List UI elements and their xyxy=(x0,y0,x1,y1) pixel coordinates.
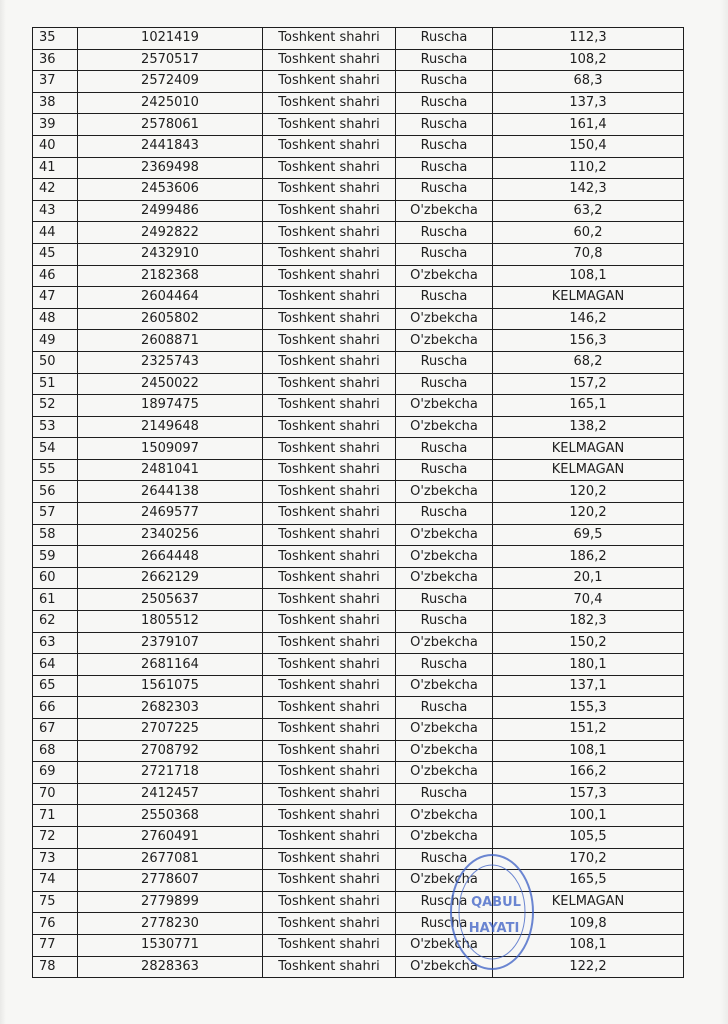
applicant-id-cell: 1509097 xyxy=(78,438,263,460)
applicant-id-cell: 2644138 xyxy=(78,481,263,503)
language-cell: Ruscha xyxy=(396,351,493,373)
language-cell: O'zbekcha xyxy=(396,265,493,287)
row-number-cell: 72 xyxy=(33,826,78,848)
table-row xyxy=(33,92,684,114)
score-cell: 108,2 xyxy=(493,49,684,71)
score-cell: 108,1 xyxy=(493,934,684,956)
table-row xyxy=(33,611,684,633)
region-cell: Toshkent shahri xyxy=(263,740,396,762)
language-cell: Ruscha xyxy=(396,654,493,676)
region-cell: Toshkent shahri xyxy=(263,330,396,352)
applicant-id-cell: 2149648 xyxy=(78,416,263,438)
applicant-id-cell: 2412457 xyxy=(78,783,263,805)
applicant-id-cell: 2677081 xyxy=(78,848,263,870)
applicant-id-cell: 1561075 xyxy=(78,675,263,697)
applicant-id-cell: 1530771 xyxy=(78,934,263,956)
table-row xyxy=(33,330,684,352)
table-row xyxy=(33,546,684,568)
table-row xyxy=(33,416,684,438)
language-cell: Ruscha xyxy=(396,92,493,114)
stamp-text-bottom: HAYATI xyxy=(468,921,520,936)
table-row xyxy=(33,114,684,136)
table-row xyxy=(33,200,684,222)
row-number-cell: 50 xyxy=(33,351,78,373)
region-cell: Toshkent shahri xyxy=(263,524,396,546)
score-cell: 182,3 xyxy=(493,611,684,633)
region-cell: Toshkent shahri xyxy=(263,222,396,244)
region-cell: Toshkent shahri xyxy=(263,956,396,978)
region-cell: Toshkent shahri xyxy=(263,157,396,179)
score-cell: 161,4 xyxy=(493,114,684,136)
language-cell: O'zbekcha xyxy=(396,632,493,654)
row-number-cell: 41 xyxy=(33,157,78,179)
region-cell: Toshkent shahri xyxy=(263,805,396,827)
score-cell: 20,1 xyxy=(493,567,684,589)
region-cell: Toshkent shahri xyxy=(263,135,396,157)
region-cell: Toshkent shahri xyxy=(263,762,396,784)
row-number-cell: 60 xyxy=(33,567,78,589)
language-cell: Ruscha xyxy=(396,503,493,525)
row-number-cell: 39 xyxy=(33,114,78,136)
score-cell: 112,3 xyxy=(493,28,684,50)
score-cell: KELMAGAN xyxy=(493,438,684,460)
region-cell: Toshkent shahri xyxy=(263,179,396,201)
row-number-cell: 51 xyxy=(33,373,78,395)
results-table xyxy=(32,27,684,978)
applicant-id-cell: 2681164 xyxy=(78,654,263,676)
table-row xyxy=(33,265,684,287)
score-cell: 138,2 xyxy=(493,416,684,438)
row-number-cell: 74 xyxy=(33,870,78,892)
table-row xyxy=(33,826,684,848)
region-cell: Toshkent shahri xyxy=(263,891,396,913)
region-cell: Toshkent shahri xyxy=(263,438,396,460)
language-cell: O'zbekcha xyxy=(396,308,493,330)
language-cell: O'zbekcha xyxy=(396,416,493,438)
region-cell: Toshkent shahri xyxy=(263,848,396,870)
table-row xyxy=(33,956,684,978)
region-cell: Toshkent shahri xyxy=(263,114,396,136)
applicant-id-cell: 1897475 xyxy=(78,395,263,417)
language-cell: Ruscha xyxy=(396,459,493,481)
table-row xyxy=(33,459,684,481)
score-cell: 146,2 xyxy=(493,308,684,330)
applicant-id-cell: 2664448 xyxy=(78,546,263,568)
score-cell: 156,3 xyxy=(493,330,684,352)
region-cell: Toshkent shahri xyxy=(263,697,396,719)
language-cell: O'zbekcha xyxy=(396,870,493,892)
score-cell: 69,5 xyxy=(493,524,684,546)
applicant-id-cell: 2707225 xyxy=(78,719,263,741)
score-cell: 120,2 xyxy=(493,503,684,525)
score-cell: 170,2 xyxy=(493,848,684,870)
score-cell: 109,8 xyxy=(493,913,684,935)
applicant-id-cell: 2721718 xyxy=(78,762,263,784)
applicant-id-cell: 2550368 xyxy=(78,805,263,827)
row-number-cell: 43 xyxy=(33,200,78,222)
table-row xyxy=(33,373,684,395)
row-number-cell: 68 xyxy=(33,740,78,762)
language-cell: O'zbekcha xyxy=(396,675,493,697)
applicant-id-cell: 1805512 xyxy=(78,611,263,633)
table-row xyxy=(33,697,684,719)
language-cell: Ruscha xyxy=(396,71,493,93)
region-cell: Toshkent shahri xyxy=(263,200,396,222)
table-row xyxy=(33,805,684,827)
score-cell: 151,2 xyxy=(493,719,684,741)
score-cell: 137,3 xyxy=(493,92,684,114)
table-row xyxy=(33,654,684,676)
language-cell: O'zbekcha xyxy=(396,934,493,956)
row-number-cell: 48 xyxy=(33,308,78,330)
region-cell: Toshkent shahri xyxy=(263,265,396,287)
language-cell: O'zbekcha xyxy=(396,546,493,568)
region-cell: Toshkent shahri xyxy=(263,351,396,373)
region-cell: Toshkent shahri xyxy=(263,459,396,481)
applicant-id-cell: 2605802 xyxy=(78,308,263,330)
language-cell: Ruscha xyxy=(396,913,493,935)
region-cell: Toshkent shahri xyxy=(263,870,396,892)
language-cell: Ruscha xyxy=(396,157,493,179)
applicant-id-cell: 2441843 xyxy=(78,135,263,157)
language-cell: Ruscha xyxy=(396,243,493,265)
language-cell: Ruscha xyxy=(396,848,493,870)
region-cell: Toshkent shahri xyxy=(263,611,396,633)
table-row xyxy=(33,783,684,805)
score-cell: 155,3 xyxy=(493,697,684,719)
applicant-id-cell: 2570517 xyxy=(78,49,263,71)
score-cell: 166,2 xyxy=(493,762,684,784)
language-cell: Ruscha xyxy=(396,438,493,460)
table-row xyxy=(33,740,684,762)
language-cell: Ruscha xyxy=(396,589,493,611)
language-cell: Ruscha xyxy=(396,179,493,201)
row-number-cell: 70 xyxy=(33,783,78,805)
language-cell: O'zbekcha xyxy=(396,567,493,589)
table-row xyxy=(33,71,684,93)
row-number-cell: 56 xyxy=(33,481,78,503)
region-cell: Toshkent shahri xyxy=(263,481,396,503)
table-row xyxy=(33,848,684,870)
table-row xyxy=(33,395,684,417)
row-number-cell: 52 xyxy=(33,395,78,417)
region-cell: Toshkent shahri xyxy=(263,783,396,805)
applicant-id-cell: 2608871 xyxy=(78,330,263,352)
region-cell: Toshkent shahri xyxy=(263,567,396,589)
applicant-id-cell: 2779899 xyxy=(78,891,263,913)
language-cell: Ruscha xyxy=(396,611,493,633)
score-cell: 150,2 xyxy=(493,632,684,654)
table-row xyxy=(33,308,684,330)
row-number-cell: 63 xyxy=(33,632,78,654)
table-row xyxy=(33,589,684,611)
score-cell: 70,8 xyxy=(493,243,684,265)
table-row xyxy=(33,481,684,503)
language-cell: O'zbekcha xyxy=(396,481,493,503)
table-row xyxy=(33,287,684,309)
applicant-id-cell: 2708792 xyxy=(78,740,263,762)
score-cell: 150,4 xyxy=(493,135,684,157)
row-number-cell: 65 xyxy=(33,675,78,697)
score-cell: 70,4 xyxy=(493,589,684,611)
score-cell: 186,2 xyxy=(493,546,684,568)
applicant-id-cell: 2778607 xyxy=(78,870,263,892)
region-cell: Toshkent shahri xyxy=(263,503,396,525)
language-cell: Ruscha xyxy=(396,135,493,157)
applicant-id-cell: 2604464 xyxy=(78,287,263,309)
table-row xyxy=(33,222,684,244)
row-number-cell: 73 xyxy=(33,848,78,870)
score-cell: 122,2 xyxy=(493,956,684,978)
row-number-cell: 75 xyxy=(33,891,78,913)
score-cell: 157,2 xyxy=(493,373,684,395)
row-number-cell: 76 xyxy=(33,913,78,935)
table-row xyxy=(33,934,684,956)
score-cell: 165,5 xyxy=(493,870,684,892)
row-number-cell: 37 xyxy=(33,71,78,93)
region-cell: Toshkent shahri xyxy=(263,719,396,741)
applicant-id-cell: 2182368 xyxy=(78,265,263,287)
score-cell: 68,2 xyxy=(493,351,684,373)
table-row xyxy=(33,135,684,157)
table-row xyxy=(33,243,684,265)
applicant-id-cell: 2578061 xyxy=(78,114,263,136)
table-row xyxy=(33,762,684,784)
row-number-cell: 38 xyxy=(33,92,78,114)
applicant-id-cell: 2492822 xyxy=(78,222,263,244)
language-cell: Ruscha xyxy=(396,222,493,244)
score-cell: KELMAGAN xyxy=(493,891,684,913)
score-cell: KELMAGAN xyxy=(493,287,684,309)
row-number-cell: 45 xyxy=(33,243,78,265)
row-number-cell: 49 xyxy=(33,330,78,352)
table-row xyxy=(33,28,684,50)
row-number-cell: 69 xyxy=(33,762,78,784)
language-cell: Ruscha xyxy=(396,891,493,913)
applicant-id-cell: 2469577 xyxy=(78,503,263,525)
language-cell: Ruscha xyxy=(396,287,493,309)
region-cell: Toshkent shahri xyxy=(263,71,396,93)
stamp-text-top: QABUL xyxy=(471,895,521,910)
table-row xyxy=(33,503,684,525)
row-number-cell: 54 xyxy=(33,438,78,460)
applicant-id-cell: 2828363 xyxy=(78,956,263,978)
table-row xyxy=(33,870,684,892)
applicant-id-cell: 2778230 xyxy=(78,913,263,935)
score-cell: 63,2 xyxy=(493,200,684,222)
row-number-cell: 59 xyxy=(33,546,78,568)
region-cell: Toshkent shahri xyxy=(263,28,396,50)
applicant-id-cell: 2572409 xyxy=(78,71,263,93)
table-row xyxy=(33,179,684,201)
row-number-cell: 42 xyxy=(33,179,78,201)
row-number-cell: 66 xyxy=(33,697,78,719)
region-cell: Toshkent shahri xyxy=(263,416,396,438)
region-cell: Toshkent shahri xyxy=(263,589,396,611)
region-cell: Toshkent shahri xyxy=(263,92,396,114)
table-row xyxy=(33,438,684,460)
language-cell: Ruscha xyxy=(396,697,493,719)
region-cell: Toshkent shahri xyxy=(263,49,396,71)
region-cell: Toshkent shahri xyxy=(263,934,396,956)
score-cell: 105,5 xyxy=(493,826,684,848)
score-cell: 165,1 xyxy=(493,395,684,417)
row-number-cell: 55 xyxy=(33,459,78,481)
table-row xyxy=(33,632,684,654)
score-cell: 68,3 xyxy=(493,71,684,93)
score-cell: 110,2 xyxy=(493,157,684,179)
applicant-id-cell: 2340256 xyxy=(78,524,263,546)
score-cell: 157,3 xyxy=(493,783,684,805)
applicant-id-cell: 2369498 xyxy=(78,157,263,179)
language-cell: O'zbekcha xyxy=(396,395,493,417)
row-number-cell: 78 xyxy=(33,956,78,978)
language-cell: Ruscha xyxy=(396,783,493,805)
table-row xyxy=(33,675,684,697)
row-number-cell: 61 xyxy=(33,589,78,611)
region-cell: Toshkent shahri xyxy=(263,826,396,848)
row-number-cell: 46 xyxy=(33,265,78,287)
region-cell: Toshkent shahri xyxy=(263,243,396,265)
language-cell: O'zbekcha xyxy=(396,805,493,827)
language-cell: O'zbekcha xyxy=(396,200,493,222)
language-cell: Ruscha xyxy=(396,49,493,71)
applicant-id-cell: 2499486 xyxy=(78,200,263,222)
table-row xyxy=(33,913,684,935)
row-number-cell: 35 xyxy=(33,28,78,50)
language-cell: Ruscha xyxy=(396,114,493,136)
applicant-id-cell: 2450022 xyxy=(78,373,263,395)
table-row xyxy=(33,351,684,373)
region-cell: Toshkent shahri xyxy=(263,913,396,935)
region-cell: Toshkent shahri xyxy=(263,654,396,676)
language-cell: O'zbekcha xyxy=(396,719,493,741)
row-number-cell: 47 xyxy=(33,287,78,309)
row-number-cell: 77 xyxy=(33,934,78,956)
row-number-cell: 71 xyxy=(33,805,78,827)
score-cell: 108,1 xyxy=(493,265,684,287)
score-cell: 108,1 xyxy=(493,740,684,762)
region-cell: Toshkent shahri xyxy=(263,546,396,568)
table-row xyxy=(33,567,684,589)
table-row xyxy=(33,157,684,179)
score-cell: KELMAGAN xyxy=(493,459,684,481)
row-number-cell: 67 xyxy=(33,719,78,741)
score-cell: 60,2 xyxy=(493,222,684,244)
results-table-body xyxy=(33,28,684,978)
region-cell: Toshkent shahri xyxy=(263,675,396,697)
applicant-id-cell: 2682303 xyxy=(78,697,263,719)
row-number-cell: 53 xyxy=(33,416,78,438)
applicant-id-cell: 2325743 xyxy=(78,351,263,373)
score-cell: 120,2 xyxy=(493,481,684,503)
score-cell: 100,1 xyxy=(493,805,684,827)
language-cell: O'zbekcha xyxy=(396,740,493,762)
row-number-cell: 57 xyxy=(33,503,78,525)
row-number-cell: 58 xyxy=(33,524,78,546)
row-number-cell: 36 xyxy=(33,49,78,71)
applicant-id-cell: 2505637 xyxy=(78,589,263,611)
language-cell: O'zbekcha xyxy=(396,826,493,848)
table-row xyxy=(33,891,684,913)
language-cell: O'zbekcha xyxy=(396,330,493,352)
language-cell: O'zbekcha xyxy=(396,524,493,546)
row-number-cell: 40 xyxy=(33,135,78,157)
language-cell: O'zbekcha xyxy=(396,956,493,978)
score-cell: 142,3 xyxy=(493,179,684,201)
score-cell: 137,1 xyxy=(493,675,684,697)
applicant-id-cell: 1021419 xyxy=(78,28,263,50)
applicant-id-cell: 2481041 xyxy=(78,459,263,481)
table-row xyxy=(33,524,684,546)
applicant-id-cell: 2379107 xyxy=(78,632,263,654)
applicant-id-cell: 2425010 xyxy=(78,92,263,114)
language-cell: O'zbekcha xyxy=(396,762,493,784)
row-number-cell: 64 xyxy=(33,654,78,676)
region-cell: Toshkent shahri xyxy=(263,395,396,417)
region-cell: Toshkent shahri xyxy=(263,308,396,330)
row-number-cell: 62 xyxy=(33,611,78,633)
language-cell: Ruscha xyxy=(396,28,493,50)
table-row xyxy=(33,719,684,741)
applicant-id-cell: 2432910 xyxy=(78,243,263,265)
applicant-id-cell: 2760491 xyxy=(78,826,263,848)
region-cell: Toshkent shahri xyxy=(263,287,396,309)
region-cell: Toshkent shahri xyxy=(263,632,396,654)
language-cell: Ruscha xyxy=(396,373,493,395)
score-cell: 180,1 xyxy=(493,654,684,676)
applicant-id-cell: 2453606 xyxy=(78,179,263,201)
table-row xyxy=(33,49,684,71)
region-cell: Toshkent shahri xyxy=(263,373,396,395)
applicant-id-cell: 2662129 xyxy=(78,567,263,589)
row-number-cell: 44 xyxy=(33,222,78,244)
